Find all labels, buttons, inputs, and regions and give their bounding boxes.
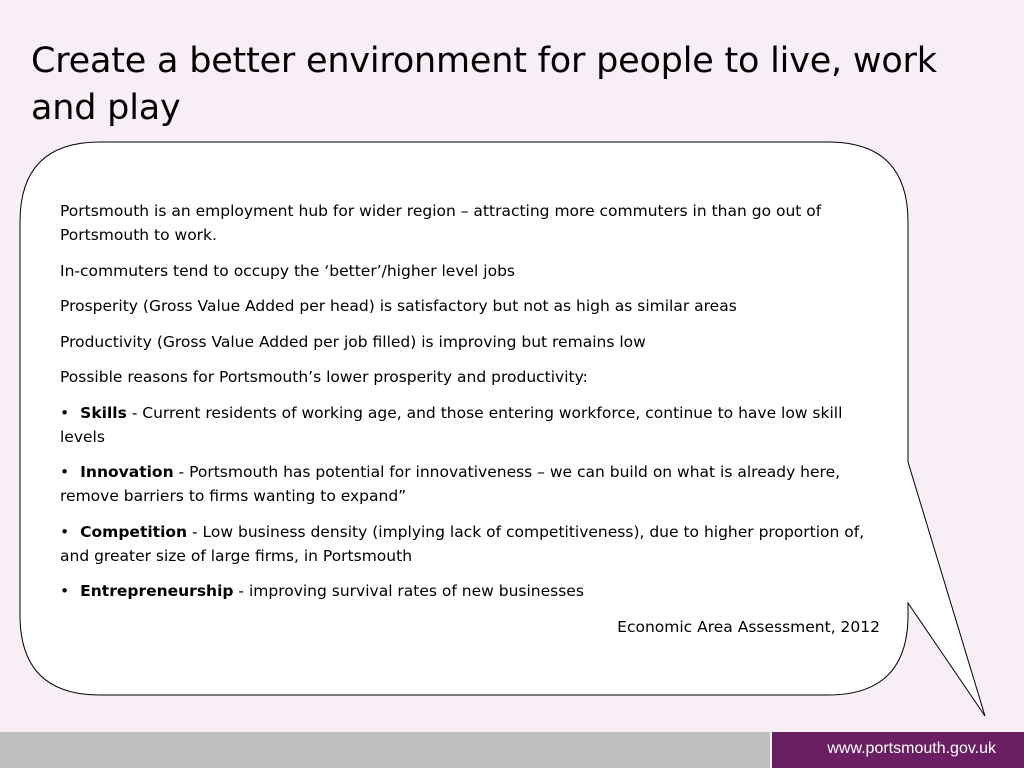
paragraph-in-commuters: In-commuters tend to occupy the ‘better’/higher level jobs: [60, 261, 515, 280]
paragraph-possible-reasons: Possible reasons for Portsmouth’s lower prosperity and productivity:: [60, 368, 588, 386]
paragraph-productivity: Productivity (Gross Value Added per job filled) is improving but remains low: [60, 332, 646, 351]
bullet-term: Entrepreneurship: [80, 582, 234, 600]
bullet-text: - Current residents of working age, and those entering workforce, continue to have low skill levels: [60, 403, 843, 446]
paragraph-prosperity: Prosperity (Gross Value Added per head) is satisfactory but not as high as similar areas: [60, 297, 737, 315]
bullet-term: Innovation: [80, 463, 174, 481]
footer-bar-purple: [772, 732, 1024, 768]
bullet-text: - Low business density (implying lack of competitiveness), due to higher proportion of, and greater size of large firms, in Portsmouth: [60, 522, 865, 565]
footer-bar-gray: [0, 732, 770, 768]
paragraph-employment-hub: Portsmouth is an employment hub for wider region – attracting more commuters in than go out of Portsmouth to work.: [60, 202, 822, 244]
bullet-text: - improving survival rates of new businesses: [233, 582, 584, 600]
bullet-term: Skills: [80, 403, 127, 422]
bullet-innovation: [60, 460, 880, 508]
bullet-term: Competition: [80, 522, 188, 541]
callout-text: [60, 199, 880, 650]
bullet-text: - Portsmouth has potential for innovativeness – we can build on what is already here, remove barriers to firms wanting to expand”: [60, 463, 841, 505]
slide-title: Create a better environment for people to live, work and play: [31, 41, 937, 128]
bullet-competition: [60, 520, 880, 568]
bullet-entrepreneurship: [60, 579, 880, 603]
footer-website-link[interactable]: www.portsmouth.gov.uk: [827, 740, 996, 757]
source-citation: Economic Area Assessment, 2012: [617, 617, 880, 636]
bullet-skills: [60, 401, 880, 449]
